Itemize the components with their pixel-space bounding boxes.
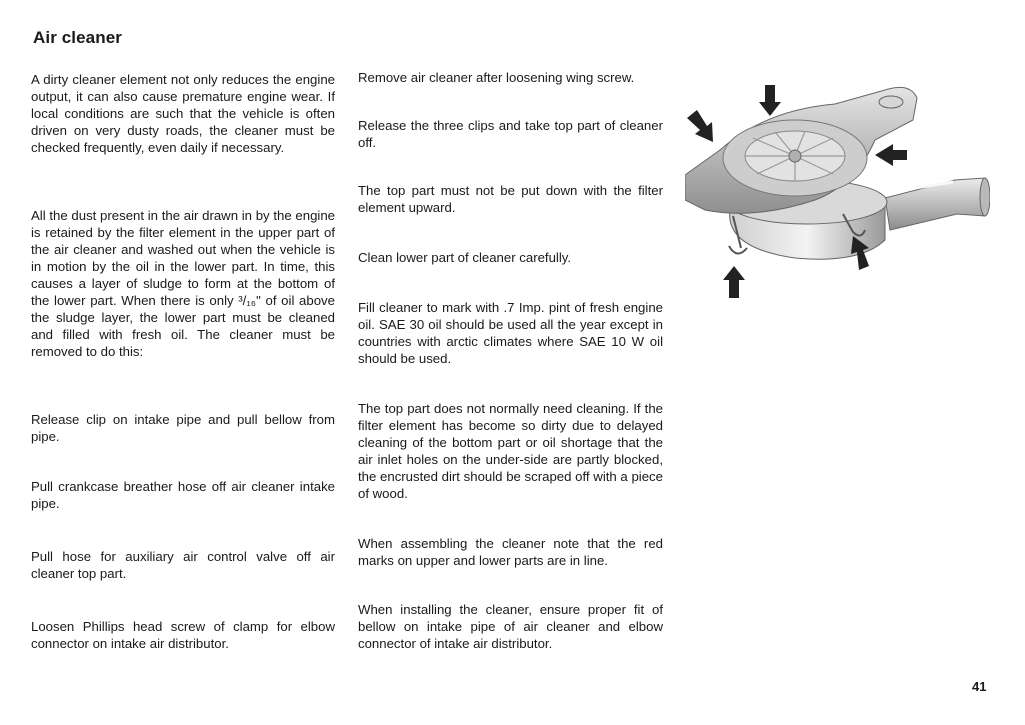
step-phillips-screw: Loosen Phillips head screw of clamp for elbow connector on intake air distributor. <box>31 619 335 651</box>
page-number: 41 <box>972 679 987 694</box>
note-red-marks: When assembling the cleaner note that the red marks on upper and lower parts are in line. <box>358 536 663 568</box>
step-fill-oil: Fill cleaner to mark with .7 Imp. pint of fresh engine oil. SAE 30 oil should be used all the year except in countries with arctic climates where SAE 10 W oil should be used. <box>358 300 663 366</box>
step-crankcase-hose: Pull crankcase breather hose off air cleaner intake pipe. <box>31 479 335 511</box>
step-clean-lower: Clean lower part of cleaner carefully. <box>358 250 572 265</box>
arrow-lower-left-icon <box>723 266 745 298</box>
arrow-right-icon <box>875 144 907 166</box>
arrow-upper-left-icon <box>687 110 713 142</box>
note-installing: When installing the cleaner, ensure proper fit of bellow on intake pipe of air cleaner and elbow connector of intake air distributor. <box>358 602 663 651</box>
paragraph-intro: A dirty cleaner element not only reduces the engine output, it can also cause premature engine wear. If local conditions are such that the vehicle is often driven on very dusty roads, the cleaner must be checked frequently, even daily if necessary. <box>31 72 335 155</box>
intake-pipe <box>885 178 990 230</box>
page-title: Air cleaner <box>33 28 122 47</box>
paragraph-dust-explanation: All the dust present in the air drawn in by the engine is retained by the filter element in the upper part of the air cleaner and washed out when the vehicle is in motion by the oil in the lower part. In time, this causes a layer of sludge to form at the bottom of the lower part. When there is only ³/₁₆" of oil above the sludge layer, the lower part must be cleaned and filled with fresh oil. The cleaner must be removed to do this: <box>31 208 335 359</box>
air-cleaner-illustration <box>685 80 990 300</box>
step-wing-screw: Remove air cleaner after loosening wing screw. <box>358 70 635 85</box>
step-auxiliary-hose: Pull hose for auxiliary air control valve off air cleaner top part. <box>31 549 335 581</box>
arrow-top-icon <box>759 85 781 116</box>
step-release-clip: Release clip on intake pipe and pull bellow from pipe. <box>31 412 335 444</box>
note-top-part-cleaning: The top part does not normally need cleaning. If the filter element has become so dirty due to delayed cleaning of the bottom part or oil shortage that the air inlet holes on the under-side are partly blocked, the encrusted dirt should be scraped off with a piece of wood. <box>358 401 663 501</box>
note-filter-upward: The top part must not be put down with the filter element upward. <box>358 183 663 215</box>
step-three-clips: Release the three clips and take top part of cleaner off. <box>358 118 663 150</box>
